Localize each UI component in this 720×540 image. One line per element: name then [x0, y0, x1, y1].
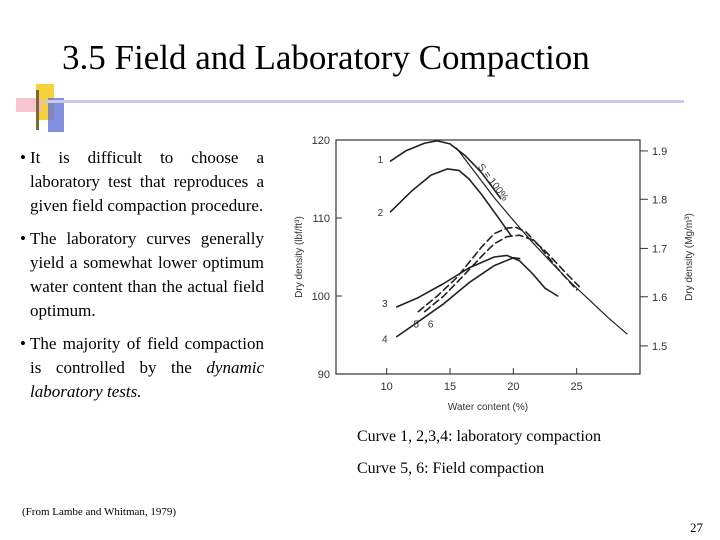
y2-tick-label: 1.8 [652, 194, 668, 207]
x-tick-label: 10 [380, 381, 393, 393]
y2-tick-label: 1.7 [652, 243, 668, 256]
bullet-text: The laboratory curves generally yield a somewhat lower optimum water content than the actual field optimum. [30, 229, 264, 320]
bullet-item [20, 332, 264, 404]
y2-axis-label: Dry density (Mg/m³) [684, 213, 695, 301]
slide-title: 3.5 Field and Laboratory Compaction [62, 38, 590, 77]
curve-4-label: 4 [382, 334, 388, 346]
x-tick-label: 15 [443, 381, 457, 393]
curve-5-label: 5 [413, 319, 420, 331]
slide-decoration-icon [14, 84, 64, 134]
bullet-item [20, 227, 264, 323]
curve-3-label: 3 [382, 298, 388, 310]
y-tick-label: 100 [311, 291, 330, 303]
x-axis-label: Water content (%) [447, 402, 529, 413]
y-axis-label: Dry density (lbf/ft³) [294, 216, 305, 298]
x-tick-label: 20 [507, 381, 520, 393]
curve-3-line [397, 255, 558, 307]
bullet-dot: • [20, 334, 26, 353]
caption-field: Curve 5, 6: Field compaction [357, 460, 545, 477]
bullet-text: The majority of field compaction is controlled by the [30, 334, 264, 377]
bullet-dot: • [20, 148, 26, 167]
x-tick-label: 25 [570, 381, 583, 393]
title-rule [44, 100, 684, 103]
curve-2-label: 2 [377, 207, 384, 219]
source-citation: (From Lambe and Whitman, 1979) [22, 506, 177, 518]
bullet-list [20, 146, 264, 413]
y-tick-label: 110 [312, 213, 330, 225]
bullet-text: It is difficult to choose a laboratory test that reproduces a given field compaction procedure. [30, 148, 264, 215]
curve-1-label: 1 [377, 155, 384, 167]
caption-laboratory: Curve 1, 2,3,4: laboratory compaction [357, 428, 601, 445]
curve-6-label: 6 [427, 319, 434, 331]
page-number: 27 [690, 520, 703, 535]
y2-tick-label: 1.5 [652, 340, 668, 353]
y-tick-label: 120 [311, 135, 330, 147]
bullet-emphasis: dynamic laboratory tests. [30, 358, 264, 401]
compaction-chart [288, 124, 700, 414]
y-tick-label: 90 [317, 369, 330, 381]
curve-5-line [418, 227, 576, 311]
y2-tick-label: 1.9 [652, 145, 668, 158]
bullet-dot: • [20, 229, 26, 248]
y2-tick-label: 1.6 [652, 291, 668, 304]
saturation-line-label: S = 100% [474, 161, 511, 204]
bullet-item [20, 146, 264, 218]
